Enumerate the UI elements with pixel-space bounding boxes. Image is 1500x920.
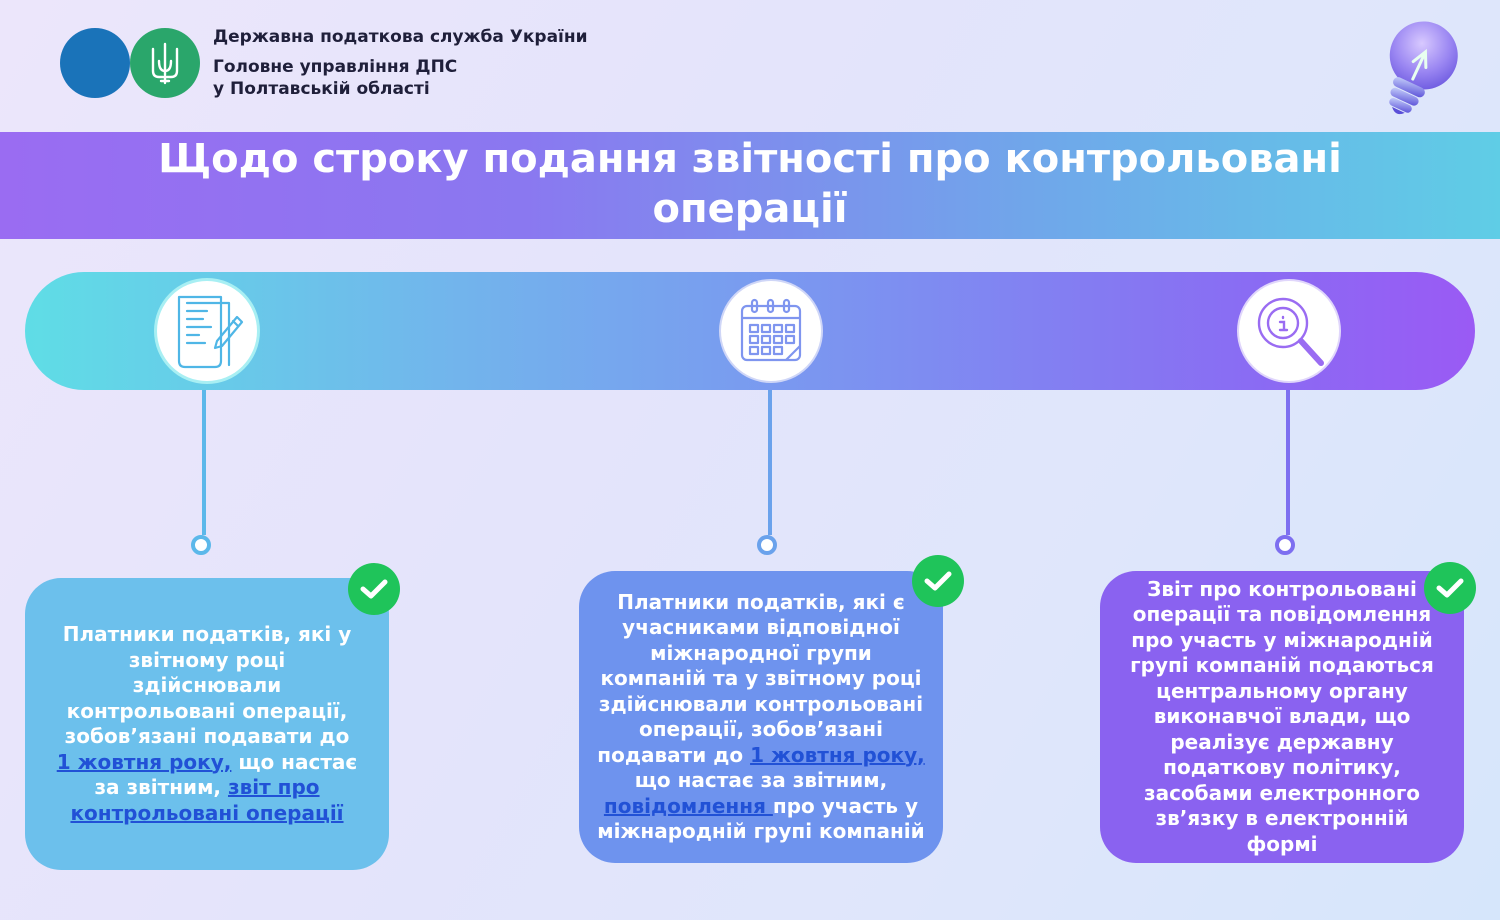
connector-line <box>1286 390 1290 535</box>
deadline-link[interactable]: 1 жовтня року, <box>56 749 232 774</box>
page-title-line-2: операції <box>652 186 848 232</box>
org-line-3: у Полтавській області <box>213 79 430 99</box>
org-line-1: Державна податкова служба України <box>213 27 588 47</box>
connector-dot <box>757 535 777 555</box>
card-text-part: що настає за звітним, <box>634 768 888 792</box>
connector-line <box>202 390 206 535</box>
card-text-part: про участь у міжнародній групі компаній <box>597 793 925 843</box>
tax-service-logo-circle <box>60 28 130 98</box>
document-edit-icon <box>157 281 257 381</box>
card-text-part: що настає за звітним, <box>94 749 358 799</box>
info-card-2 <box>579 571 943 863</box>
checkmark-icon <box>348 563 400 615</box>
header <box>0 0 1500 130</box>
checkmark-icon <box>1424 562 1476 614</box>
card-text <box>595 590 927 845</box>
org-line-2: Головне управління ДПС <box>213 57 458 77</box>
connector-dot <box>1275 535 1295 555</box>
card-text <box>55 622 359 826</box>
info-card-3 <box>1100 571 1464 863</box>
organization-name <box>213 26 588 100</box>
lightbulb-icon <box>1362 14 1472 126</box>
connector-line <box>768 390 772 535</box>
calendar-icon <box>721 281 821 381</box>
report-link[interactable]: звіт про контрольовані операції <box>70 775 344 825</box>
checkmark-icon <box>912 555 964 607</box>
card-text-part: Платники податків, які у звітному році здійснювали контрольовані операції, зобов’язані подавати до <box>62 622 352 748</box>
page-title-line-1: Щодо строку подання звітності про контрольовані <box>158 136 1342 182</box>
card-text-part: Платники податків, які є учасниками відповідної міжнародної групи компаній та у звітному році здійснювали контрольовані операції, зобов’язані подавати до <box>597 589 924 767</box>
trident-emblem-icon <box>130 28 200 98</box>
deadline-link[interactable]: 1 жовтня року, <box>750 742 925 767</box>
card-text: Звіт про контрольовані операції та повідомлення про участь у міжнародній групі компаній подаються центральному органу виконавчої влади, що реалізує державну податкову політику, засобами електронного зв’язку в електронній формі <box>1130 576 1434 856</box>
notification-link[interactable]: повідомлення <box>603 793 773 818</box>
info-card-1 <box>25 578 389 870</box>
info-magnifier-icon <box>1239 281 1339 381</box>
page-title <box>0 134 1500 234</box>
connector-dot <box>191 535 211 555</box>
